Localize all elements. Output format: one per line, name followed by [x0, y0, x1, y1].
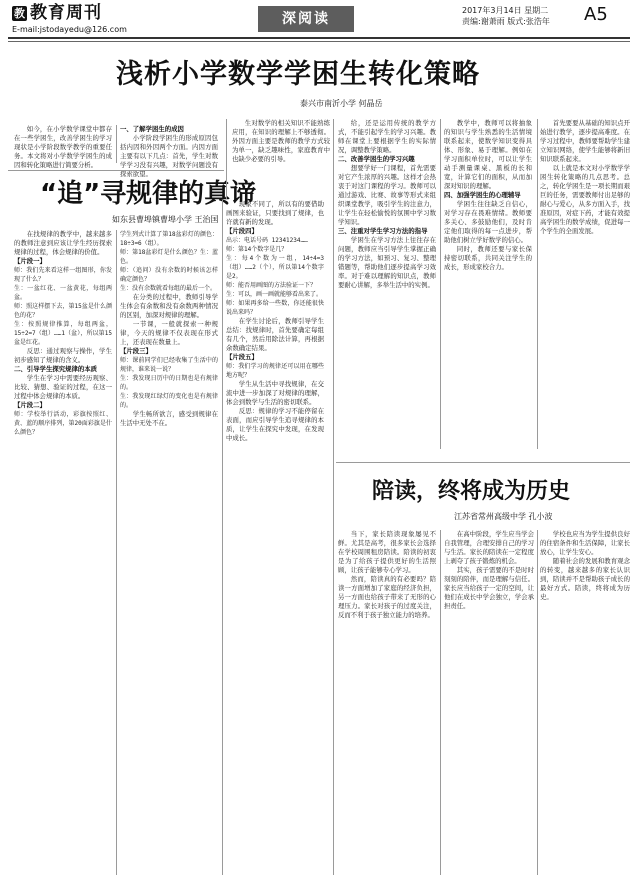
- section-heading: 【片段四】: [226, 227, 258, 235]
- paragraph: 学生在学习中需要经历观察、比较、猜想、验证的过程，在这一过程中体会规律的本质。: [14, 374, 112, 400]
- column-divider: [116, 125, 117, 163]
- dialogue-line: 生：一盆红花、一盆黄花，每组两盆。: [14, 285, 112, 301]
- dialogue-line: 生：没有余数就看每组的最后一个。: [120, 285, 217, 292]
- article-1-column-2: [120, 125, 218, 178]
- paragraph: 以上就是本文对小学数学学困生转化策略的几点思考。总之，转化学困生是一项长期而艰巨的任务，需要教师付出足够的耐心与爱心，从多方面入手，找准原因，对症下药，才能有效提高学困生的数学成绩，促进每一个学生的全面发展。: [540, 164, 630, 235]
- article-1-column-6: [540, 119, 630, 449]
- paragraph: 学校也应当为学生提供良好的住宿条件和生活保障，让家长放心，让学生安心。: [540, 530, 630, 556]
- header-divider: [8, 37, 630, 39]
- article-divider: [8, 170, 224, 171]
- newspaper-logo-icon: 教: [14, 7, 25, 20]
- paragraph: 当下，家长陪读现象屡见不鲜。尤其是高考，很多家长会选择在学校周围租房陪读。陪读的初衷是为了给孩子提供更好的生活照顾，让孩子能够专心学习。: [338, 530, 436, 574]
- paragraph: 反思：通过观察与操作，学生初步感知了规律的含义。: [14, 347, 112, 364]
- article-2-column-2: [120, 230, 218, 875]
- section-heading: 【片段二】: [14, 401, 46, 409]
- dialogue-line: 生：按照规律推算，每组两盆，15÷2=7（组）……1（盆），所以第15盆是红花。: [14, 321, 112, 346]
- dialogue-line: 师：课前同学们已经收集了生活中的规律，谁来说一说？: [120, 357, 218, 373]
- section-heading: 二、改善学困生的学习兴趣: [338, 155, 415, 163]
- paragraph: 学困生往往缺乏自信心，对学习存在畏难情绪。教师要多关心、多鼓励他们，及时肯定他们取得的每一点进步，帮助他们树立学好数学的信心。: [444, 200, 532, 244]
- paragraph: 然而，陪读真的有必要吗？陪读一方面增加了家庭的经济负担，另一方面也给孩子带来了无形的心理压力。家长对孩子的过度关注，反而不利于孩子独立能力的培养。: [338, 575, 436, 619]
- article-1-column-4: [338, 119, 436, 449]
- article-3-title: 陪读，终将成为历史: [372, 479, 571, 504]
- section-heading: 【片段一】: [14, 257, 46, 265]
- paragraph: 同时，教师还要与家长保持密切联系，共同关注学生的成长，形成家校合力。: [444, 245, 532, 271]
- dialogue-line: 生：可以，画一画就能够看出来了。: [226, 291, 323, 298]
- paragraph: 在学生讨论后，教师引导学生总结：找规律时，首先要确定每组有几个，然后用除法计算，再根据余数确定结果。: [226, 317, 324, 352]
- paragraph: 反思：规律的学习不能停留在表面，而应引导学生追寻规律的本质，让学生在探究中发现，在发现中成长。: [226, 407, 324, 442]
- dialogue-line: 师：照这样摆下去，第15盆是什么颜色的花？: [14, 303, 112, 319]
- article-3-column-3: [540, 530, 630, 875]
- column-divider: [333, 119, 334, 875]
- page-number: A5: [584, 4, 608, 25]
- paragraph: 教学中，教师可以将抽象的知识与学生熟悉的生活情境联系起来，使数学知识变得具体、形象、易于理解。例如在学习面积单位时，可以让学生动手测量课桌、黑板的长和宽，计算它们的面积，从而加深对知识的理解。: [444, 119, 532, 190]
- section-heading: 四、加强学困生的心理辅导: [444, 191, 521, 199]
- paragraph: 学生畅所欲言，感受到规律在生活中无处不在。: [120, 410, 218, 427]
- dialogue-line: 师：第14个数字是几？: [226, 246, 288, 253]
- column-divider: [116, 230, 117, 875]
- dialogue-line: 师：（追问）没有余数的时候该怎样确定颜色？: [120, 267, 218, 283]
- article-2-column-3: [226, 200, 324, 875]
- paragraph: 想要学好一门课程，首先需要对它产生浓厚的兴趣。这样才会热衷于对这门课程的学习。教师可以通过游戏、比赛、故事等形式来组织课堂教学，吸引学生的注意力，让学生在轻松愉悦的氛围中学习数学知识。: [338, 164, 436, 226]
- dialogue-line: 生：每4个数为一组，14÷4=3（组）……2（个），所以第14个数字是2。: [226, 255, 324, 280]
- dialogue-line: 生：我发现日历中的日期也是有规律的。: [120, 375, 218, 391]
- dialogue-line: 师：我们学习的规律还可以用在哪些地方呢？: [226, 363, 324, 379]
- dialogue-line: 师：能否用画图的方法验证一下？: [226, 282, 317, 289]
- paragraph: 学生从生活中寻找规律，在交流中进一步加深了对规律的理解，体会到数学与生活的密切联系。: [226, 380, 324, 406]
- paragraph: 生对数学的相关知识不能熟练应用，在知识的理解上不够透彻。外因方面主要是教师的教学方式较为单一，缺乏趣味性，家庭教育中也缺少必要的引导。: [232, 119, 330, 163]
- paragraph: 给，还是运用传统的教学方式，不能引起学生的学习兴趣。教师在课堂上要根据学生的实际情况，调整教学策略。: [338, 119, 436, 154]
- article-3-column-2: [444, 530, 534, 875]
- paragraph: 首先要要从基础的知识点开始进行教学，逐步提高难度。在学习过程中，教师要帮助学生建立知识网络，使学生能够将新旧知识联系起来。: [540, 119, 630, 163]
- dialogue-line: 出示：电话号码 12341234……: [226, 237, 308, 244]
- dialogue-line: 生：我发现红绿灯的变化也是有规律的。: [120, 393, 218, 409]
- header-divider-thin: [8, 41, 630, 42]
- editor-credits: 责编:谢萧雨 版式:张浩年: [462, 17, 550, 26]
- section-heading: 【片段五】: [226, 353, 258, 361]
- section-label: 深阅读: [258, 6, 354, 32]
- newspaper-title: 教育周刊: [30, 3, 102, 23]
- column-divider: [440, 119, 441, 449]
- dialogue-line: 学生列式计算了第18盆彩灯的颜色：18÷3=6（组）。: [120, 231, 218, 247]
- masthead: [0, 0, 638, 52]
- article-3-byline: 江苏省常州高级中学 孔小波: [454, 512, 553, 521]
- article-3-column-1: [338, 530, 436, 875]
- article-1-column-5: [444, 119, 532, 449]
- paragraph: 学困生在学习方法上往往存在问题，教师应当引导学生掌握正确的学习方法，如预习、复习、整理错题等，帮助他们逐步提高学习效率。对于难以理解的知识点，教师要耐心讲解，多举生活中的实例。: [338, 236, 436, 289]
- paragraph: 在找规律的教学中，越来越多的教师注意到应该让学生经历探索规律的过程，体会规律的价值。: [14, 230, 112, 256]
- issue-date: 2017年3月14日 星期二: [462, 6, 549, 15]
- column-divider: [440, 530, 441, 875]
- paragraph: 小学阶段学困生的形成原因包括内因和外因两个方面。内因方面主要有以下几点：首先，学生对数学学习没有兴趣，对数学问题没有探索欲望。: [120, 134, 218, 178]
- article-1-byline: 泰兴市南沂小学 何晶岳: [300, 99, 383, 108]
- article-2-title: “追”寻规律的真谛: [40, 179, 257, 209]
- section-heading: 【片段三】: [120, 347, 152, 355]
- article-2-byline: 如东县曹埠镇曹埠小学 王治国: [112, 215, 219, 224]
- paragraph: 在分类的过程中，教师引导学生体会有余数和没有余数两种情况的区别，加深对规律的理解。: [120, 293, 218, 319]
- dialogue-line: 师：如果再多给一些数，你还能很快说出来吗？: [226, 300, 324, 316]
- article-1-title: 浅析小学数学学困生转化策略: [116, 59, 480, 90]
- article-divider: [336, 462, 630, 463]
- paragraph: 一节课，一般就探索一种规律，今天的规律不仅表现在形式上，还表现在数量上。: [120, 320, 218, 346]
- column-divider: [222, 200, 223, 875]
- paragraph: 其实，孩子需要的不是时时刻刻的陪伴，而是理解与信任。家长应当给孩子一定的空间，让他们在成长中学会独立，学会承担责任。: [444, 566, 534, 610]
- dialogue-line: 师：我们先来看这样一组图形，你发现了什么？: [14, 267, 112, 283]
- paragraph: 随着社会的发展和教育观念的转变，越来越多的家长认识到，陪读并不是帮助孩子成长的最好方式。陪读，终将成为历史。: [540, 557, 630, 601]
- section-heading: 一、了解学困生的成因: [120, 125, 184, 133]
- article-2-column-1: [14, 230, 112, 875]
- dialogue-line: 师：学校举行活动，彩旗按照红、黄、蓝的顺序排列，第20面彩旗是什么颜色？: [14, 411, 112, 436]
- contact-email: E-mail:jstodayedu@126.com: [12, 25, 127, 34]
- column-divider: [537, 530, 538, 875]
- dialogue-line: 师：第18盆彩灯是什么颜色？生：蓝色。: [120, 249, 218, 265]
- paragraph: 现象不同了，所以有的要借助画图来验证，只要找到了规律，也许就有新的发现。: [226, 200, 324, 226]
- paragraph: 如今，在小学数学课堂中都存在一些学困生，改善学困生的学习现状是小学阶段数学教学的重要任务。本文将对小学数学学困生的成因和转化策略进行简要分析。: [14, 125, 112, 169]
- paragraph: 在高中阶段，学生应当学会自我管理，合理安排自己的学习与生活。家长的陪读在一定程度上剥夺了孩子锻炼的机会。: [444, 530, 534, 565]
- article-1-column-1: [14, 125, 112, 169]
- section-heading: 三、注重对学生学习方法的指导: [338, 227, 428, 235]
- column-divider: [226, 119, 227, 199]
- section-heading: 二、引导学生探究规律的本质: [14, 365, 98, 373]
- column-divider: [537, 119, 538, 449]
